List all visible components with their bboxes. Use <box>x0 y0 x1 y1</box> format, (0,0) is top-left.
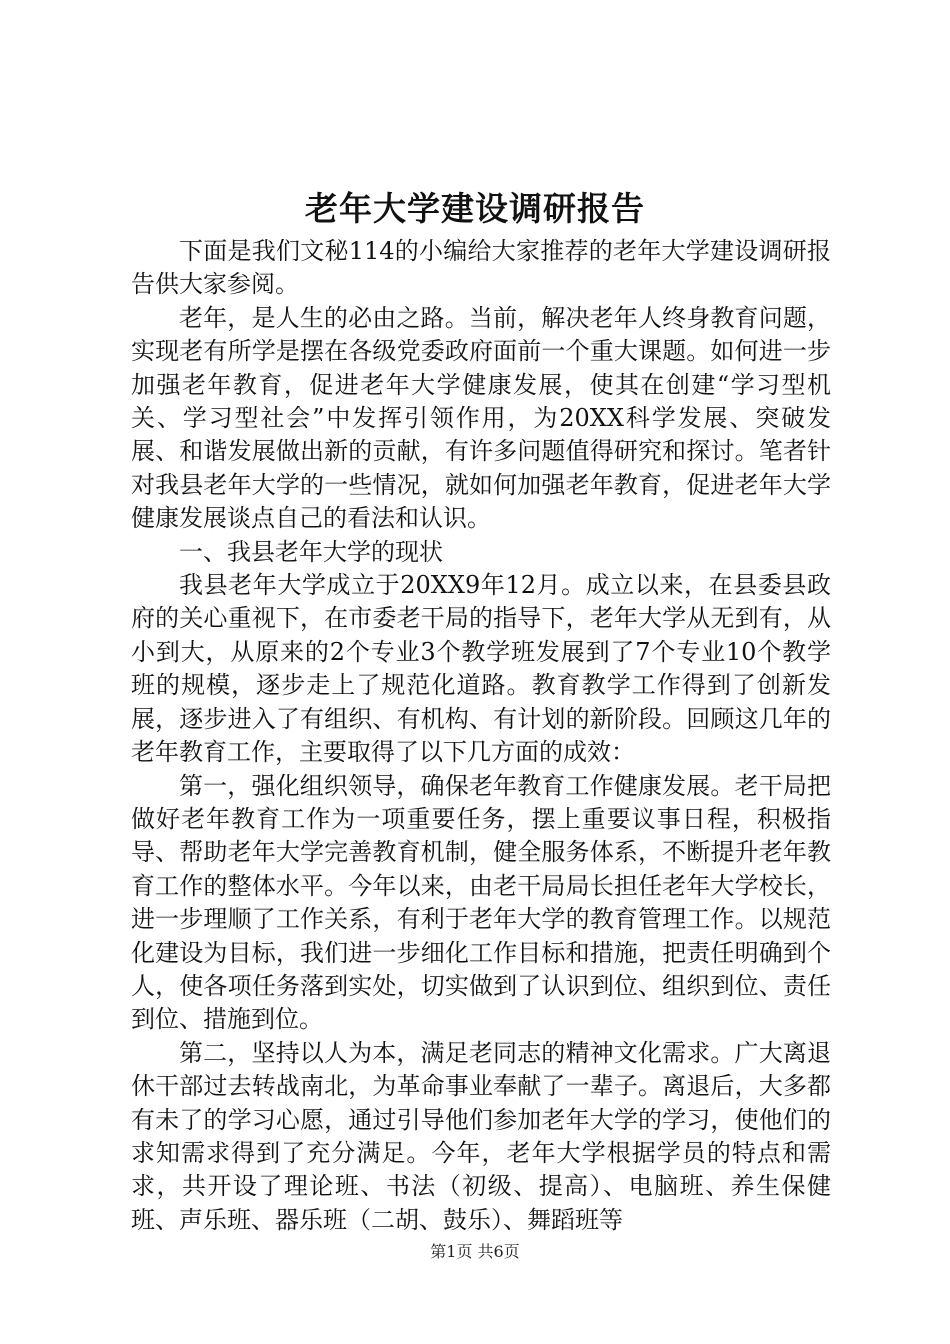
paragraph-point-two: 第二，坚持以人为本，满足老同志的精神文化需求。广大离退休干部过去转战南北，为革命事业奉献了一辈子。离退后，大多都有未了的学习心愿，通过引导他们参加老年大学的学习，使他们的求知需求得到了充分满足。今年，老年大学根据学员的特点和需求，共开设了理论班、书法（初级、提高）、电脑班、养生保健班、声乐班、器乐班（二胡、鼓乐）、舞蹈班等 <box>131 1038 831 1234</box>
page-footer: 第1页 共6页 <box>430 1242 520 1261</box>
paragraph-background: 老年，是人生的必由之路。当前，解决老年人终身教育问题，实现老有所学是摆在各级党委政府面前一个重大课题。如何进一步加强老年教育，促进老年大学健康发展，使其在创建“学习型机关、学习型社会”中发挥引领作用，为20XX科学发展、突破发展、和谐发展做出新的贡献，有许多问题值得研究和探讨。笔者针对我县老年大学的一些情况，就如何加强老年教育，促进老年大学健康发展谈点自己的看法和认识。 <box>131 303 831 533</box>
paragraph-status: 我县老年大学成立于20XX9年12月。成立以来，在县委县政府的关心重视下，在市委老干局的指导下，老年大学从无到有，从小到大，从原来的2个专业3个教学班发展到了7个专业10个教学班的规模，逐步走上了规范化道路。教育教学工作得到了创新发展，逐步进入了有组织、有机构、有计划的新阶段。回顾这几年的老年教育工作，主要取得了以下几方面的成效： <box>131 571 831 767</box>
paragraph-intro: 下面是我们文秘114的小编给大家推荐的老年大学建设调研报告供大家参阅。 <box>131 237 831 299</box>
document-body <box>131 235 831 1237</box>
document-title: 老年大学建设调研报告 <box>305 189 645 228</box>
section-heading-status: 一、我县老年大学的现状 <box>179 537 443 566</box>
paragraph-point-one: 第一，强化组织领导，确保老年教育工作健康发展。老干局把做好老年教育工作为一项重要任务，摆上重要议事日程，积极指导、帮助老年大学完善教育机制，健全服务体系，不断提升老年教育工作的整体水平。今年以来，由老干局局长担任老年大学校长，进一步理顺了工作关系，有利于老年大学的教育管理工作。以规范化建设为目标，我们进一步细化工作目标和措施，把责任明确到个人，使各项任务落到实处，切实做到了认识到位、组织到位、责任到位、措施到位。 <box>131 771 831 1034</box>
